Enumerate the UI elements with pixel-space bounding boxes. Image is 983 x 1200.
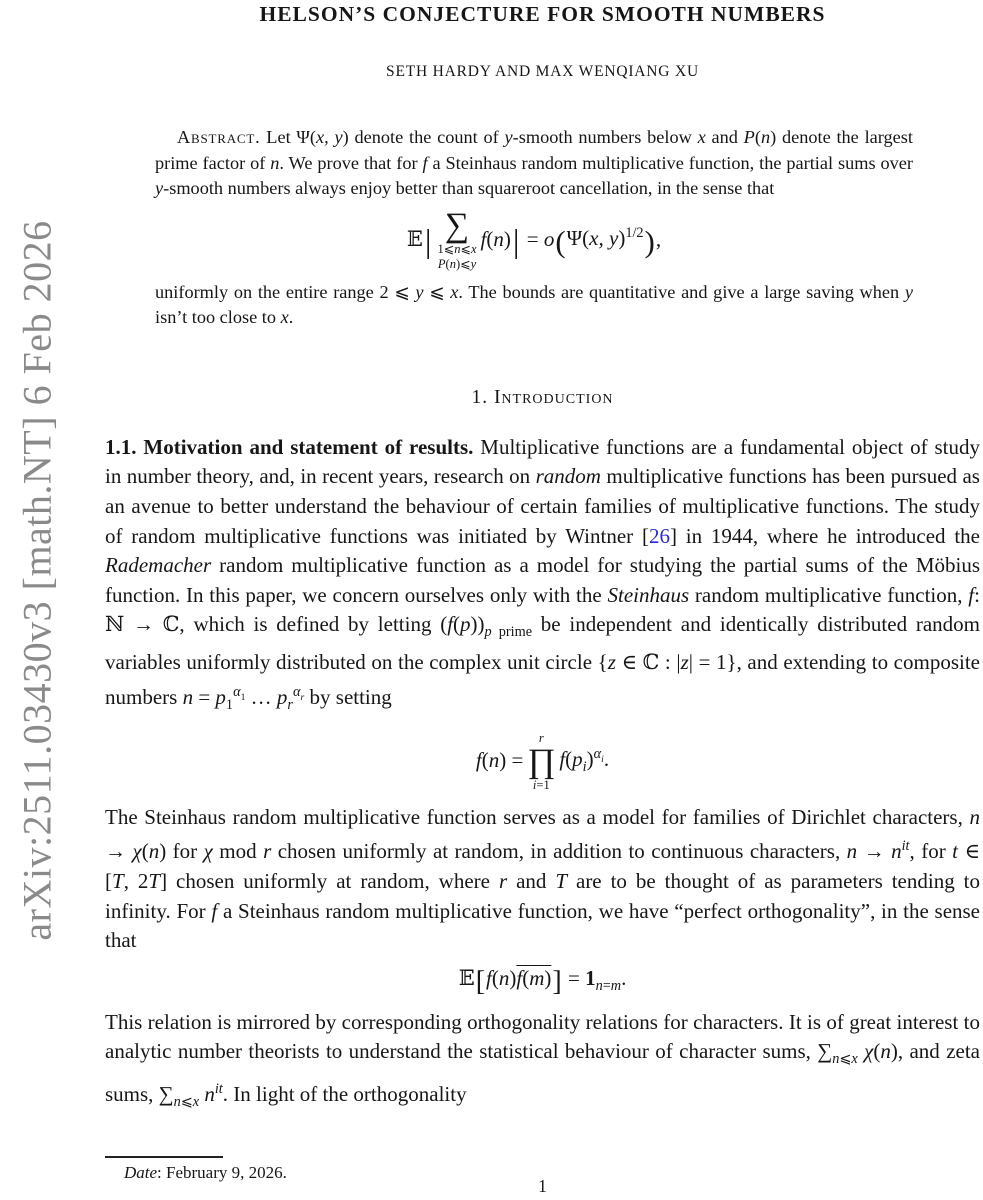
big-close-bracket: ]: [552, 965, 562, 997]
summand: f(n): [480, 226, 511, 251]
equation-lhs: f(n) =: [475, 747, 524, 772]
orthogonality-display-equation: [105, 966, 980, 998]
citation-link[interactable]: 26: [648, 523, 670, 548]
abstract-label: Abstract.: [177, 127, 261, 147]
sum-lower-limit-2: P(n)⩽y: [437, 256, 477, 271]
footnote-rule: [105, 1156, 223, 1158]
abstract-text-before-equation: Let Ψ(x, y) denote the count of y-smooth numbers below x and P(n) denote the largest prime factor of n. We prove that for f a Steinhaus random multiplicative function, the partial sums over y-smooth numbers always enjoy better than squareroot cancellation, in the sense that: [155, 127, 913, 198]
page-number: 1: [538, 1176, 547, 1196]
section-heading: 1. Introduction: [471, 386, 614, 408]
body-paragraph-2: The Steinhaus random multiplicative function serves as a model for families of Dirichlet characters, n → χ(n) for χ mod r chosen uniformly at random, in addition to continuous characters, $n \to n^{it}$, for t ∈ [T, 2T] chosen uniformly at random, where r and T are to be thought of as parameters tending to infinity. For f a Steinhaus random multiplicative function, we have “perfect orthogonality”, in the sense that: [105, 804, 981, 953]
product-lower-limit: i=1: [532, 777, 550, 792]
expectation-symbol: 𝔼: [458, 965, 475, 990]
equation-rhs: $f(p_i)^{\alpha_i}$.: [559, 746, 610, 776]
paren-content: Ψ(x, y)$^{1/2}$: [566, 225, 644, 251]
equation-relation: = o: [526, 226, 555, 251]
big-open-paren: (: [555, 224, 566, 260]
body-paragraph-1: 1.1. Motivation and statement of results. Multiplicative functions are a fundamental object of study in number theory, and, in recent years, research on random multiplicative functions has been pursued as an avenue to better understand the behaviour of certain families of multiplicative functions. The study of random multiplicative functions was initiated by Wintner [26] in 1944, where he introduced the Rademacher random multiplicative function as a model for studying the partial sums of the Möbius function. In this paper, we concern ourselves only with the Steinhaus random multiplicative function, f: ℕ → ℂ, which is defined by letting $(f(p))_{p prime}$ be independent and identically distributed random variables uniformly distributed on the complex unit circle {z ∈ ℂ : |z| = 1}, and extending to composite numbers $n = p_1^{\alpha_1}$ … $p_r^{\alpha_r}$ by setting: [105, 434, 980, 713]
product-display-equation: [105, 731, 980, 793]
paper-content: [105, 0, 980, 1118]
abstract-text-after-equation: uniformly on the entire range 2 ⩽ y ⩽ x. The bounds are quantitative and give a large saving when y isn’t too close to x.: [155, 281, 913, 328]
abstract-block: [155, 125, 913, 331]
arxiv-watermark: [4, 180, 70, 980]
paper-title: HELSON’S CONJECTURE FOR SMOOTH NUMBERS: [259, 2, 826, 26]
bracket-content: f(n)f(m): [486, 965, 552, 990]
equation-tail: ,: [655, 226, 662, 251]
product-upper-limit: r: [538, 730, 544, 745]
date-value: : February 9, 2026.: [157, 1163, 287, 1182]
equation-rhs: = $1_{n=m}$.: [567, 965, 627, 994]
expectation-symbol: 𝔼: [406, 226, 423, 251]
sum-sign: ∑: [444, 206, 470, 244]
abstract-paragraph: [155, 125, 913, 202]
date-label: Date: [124, 1163, 158, 1182]
abstract-display-equation: [155, 206, 913, 272]
paper-authors: SETH HARDY AND MAX WENQIANG XU: [386, 63, 699, 80]
product-sign: ∏: [527, 742, 556, 780]
sum-lower-limit-1: 1⩽n⩽x: [437, 241, 477, 256]
big-close-paren: ): [644, 224, 655, 260]
left-abs-bar: |: [424, 224, 432, 261]
big-open-bracket: [: [475, 965, 486, 997]
right-abs-bar: |: [512, 224, 520, 261]
body-paragraph-3: This relation is mirrored by corresponding orthogonality relations for characters. It is of great interest to analytic number theorists to understand the statistical behaviour of character sums, $\sum_{n⩽x}$ χ(n), and zeta sums, $\sum_{n⩽x}$ $n^{it}$. In light of the orthogonality: [105, 1009, 980, 1111]
sum-with-limits: [437, 206, 477, 272]
product-with-limits: [527, 731, 555, 793]
arxiv-watermark-text: arXiv:2511.03430v3 [math.NT] 6 Feb 2026: [14, 219, 60, 941]
